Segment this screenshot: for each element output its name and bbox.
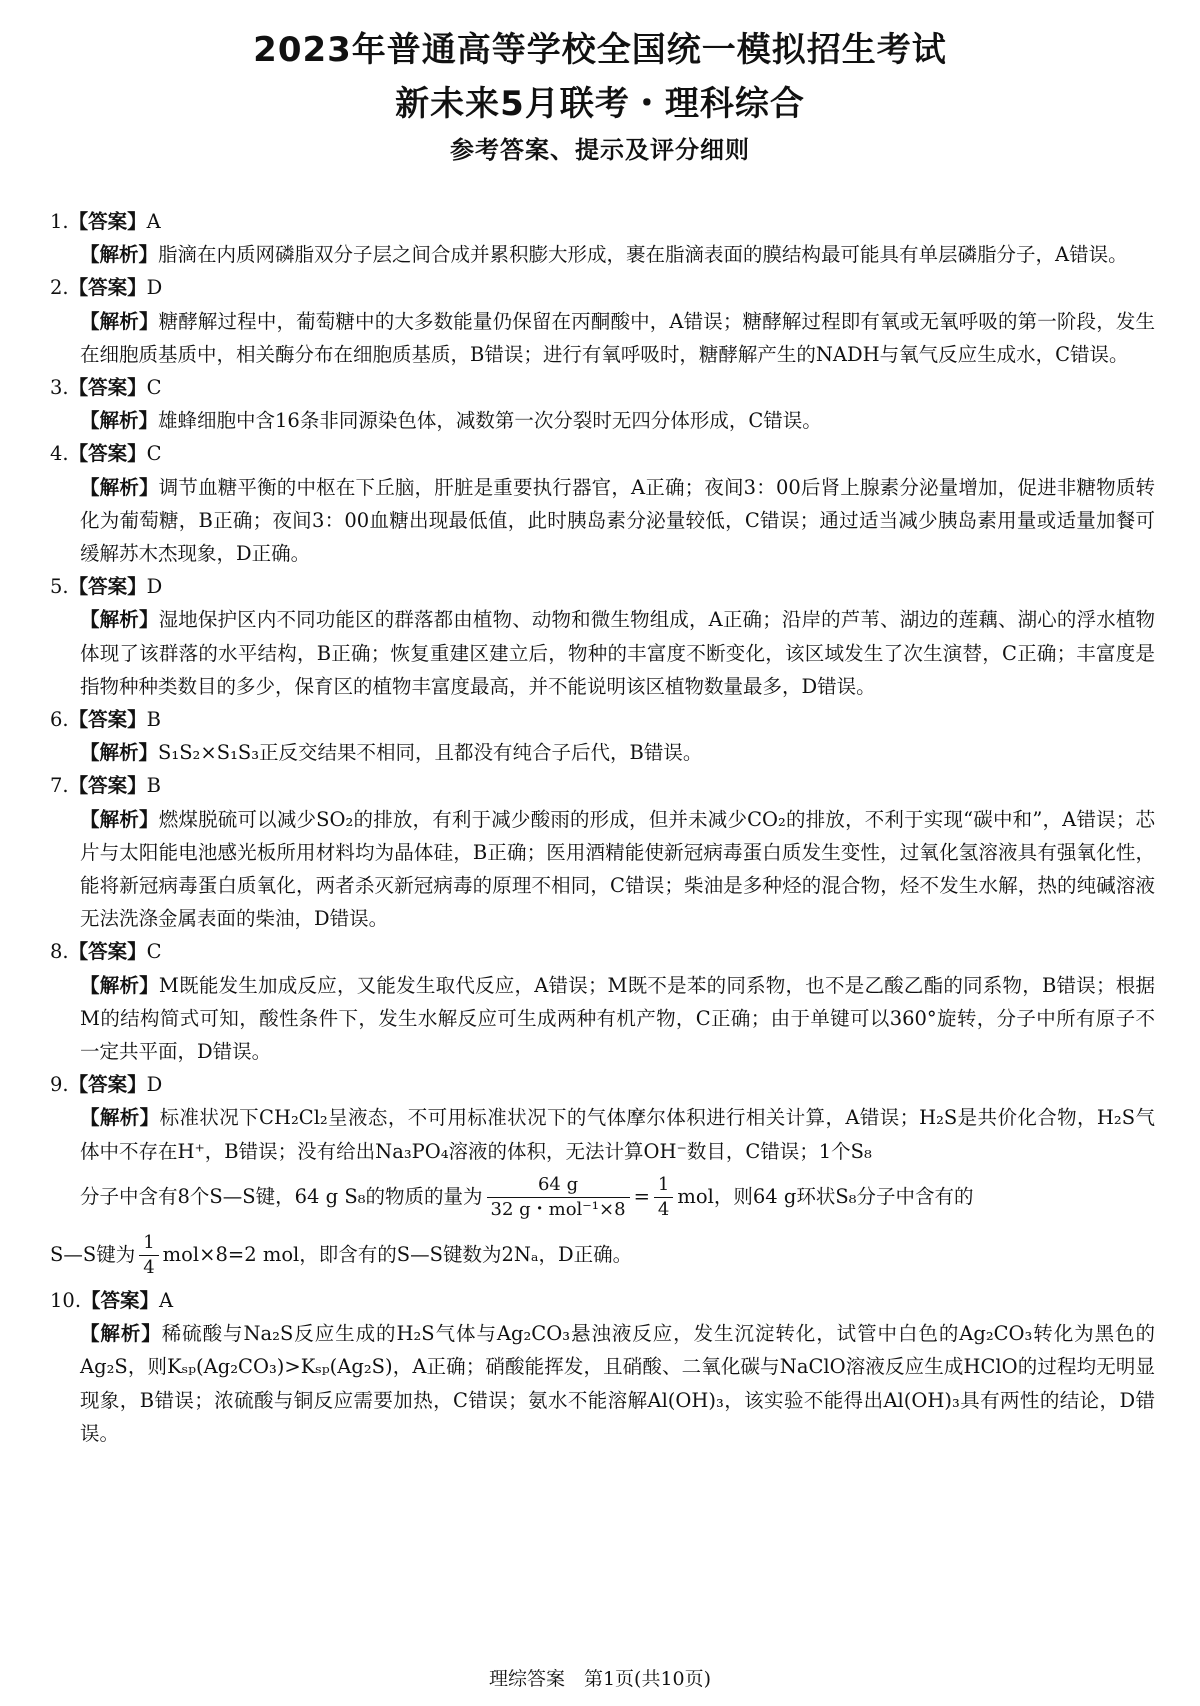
answer-tag: 【答案】: [81, 1288, 160, 1312]
fraction-numerator: 1: [654, 1173, 673, 1198]
explanation-text: mol，则64 g环状S₈分子中含有的: [677, 1184, 974, 1208]
page-footer: 理综答案 第1页(共10页): [488, 1668, 712, 1690]
explain-tag: 【解析】: [80, 608, 159, 632]
answer-tag: 【答案】: [68, 774, 147, 798]
explanation: [80, 471, 1155, 571]
explanation-text: 脂滴在内质网磷脂双分子层之间合成并累积膨大形成，裹在脂滴表面的膜结构最可能具有单层磷脂分子，A错误。: [158, 243, 1128, 267]
question-block: [50, 570, 1155, 703]
answer-line: [50, 1284, 1155, 1317]
explanation-text: mol×8=2 mol，即含有的S—S键数为2Nₐ，D正确。: [162, 1242, 633, 1266]
fraction: [654, 1173, 673, 1222]
answer-line: [50, 703, 1155, 736]
question-block: [50, 437, 1155, 570]
answer-tag: 【答案】: [68, 276, 147, 300]
explain-tag: 【解析】: [80, 973, 159, 997]
answer-value: B: [146, 708, 161, 732]
answer-line: [50, 371, 1155, 404]
answer-value: D: [146, 1073, 163, 1097]
explain-tag: 【解析】: [80, 475, 159, 499]
answer-value: C: [146, 940, 162, 964]
explain-tag: 【解析】: [80, 309, 159, 333]
explain-tag: 【解析】: [80, 807, 159, 831]
answer-line: [50, 935, 1155, 968]
answer-key-heading: 参考答案、提示及评分细则: [450, 136, 750, 164]
answer-line: [50, 437, 1155, 470]
question-number: 9.: [50, 1073, 69, 1097]
fraction-denominator: 4: [143, 1256, 155, 1278]
answer-tag: 【答案】: [68, 210, 147, 233]
exam-title: 2023年普通高等学校全国统一模拟招生考试: [253, 30, 947, 70]
explanation: [80, 1101, 1155, 1167]
answer-tag: 【答案】: [68, 708, 147, 732]
answer-tag: 【答案】: [68, 376, 147, 400]
question-number: 1.: [50, 210, 69, 233]
answer-line: [50, 1068, 1155, 1101]
fraction: [139, 1231, 158, 1280]
answer-value: A: [159, 1288, 174, 1312]
explain-tag: 【解析】: [80, 741, 159, 765]
explanation: [80, 736, 1155, 769]
explanation: [80, 305, 1155, 371]
answer-tag: 【答案】: [68, 940, 147, 964]
explanation-text: 湿地保护区内不同功能区的群落都由植物、动物和微生物组成，A正确；沿岸的芦苇、湖边的莲藕、湖心的浮水植物体现了该群落的水平结构，B正确；恢复重建区建立后，物种的丰富度不断变化，该区域发生了次生演替，C正确；丰富度是指物种种类数目的多少，保育区的植物丰富度最高，并不能说明该区植物数量最多，D错误。: [80, 608, 1155, 698]
explanation-text: 稀硫酸与Na₂S反应生成的H₂S气体与Ag₂CO₃悬浊液反应，发生沉淀转化，试管中白色的Ag₂CO₃转化为黑色的Ag₂S，则Kₛₚ(Ag₂CO₃)>Kₛₚ(Ag₂S)，A正确；硝酸能挥发，且硝酸、二氧化碳与NaClO溶液反应生成HClO的过程均无明显现象，B错误；浓硫酸与铜反应需要加热，C错误；氨水不能溶解Al(OH)₃，该实验不能得出Al(OH)₃具有两性的结论，D错误。: [80, 1322, 1155, 1445]
explanation: [80, 404, 1155, 437]
explanation-formula-line: [80, 1168, 1155, 1226]
question-block: [50, 205, 1155, 271]
explanation-text: S—S键为: [50, 1242, 136, 1266]
answer-value: D: [146, 575, 163, 599]
explain-tag: 【解析】: [80, 1106, 160, 1130]
question-number: 8.: [50, 940, 69, 964]
explanation-text: S₁S₂×S₁S₃正反交结果不相同，且都没有纯合子后代，B错误。: [158, 741, 703, 765]
question-block: [50, 769, 1155, 935]
equals-sign: =: [633, 1184, 650, 1208]
question-number: 4.: [50, 442, 69, 466]
answer-value: D: [146, 276, 163, 300]
answer-line: [50, 769, 1155, 802]
question-block: [50, 271, 1155, 371]
answer-tag: 【答案】: [68, 1073, 147, 1097]
answer-value: C: [146, 376, 162, 400]
question-number: 10.: [50, 1288, 82, 1312]
answer-line: [50, 205, 1155, 238]
answer-line: [50, 570, 1155, 603]
answer-tag: 【答案】: [68, 575, 147, 599]
explanation-text: 糖酵解过程中，葡萄糖中的大多数能量仍保留在丙酮酸中，A错误；糖酵解过程即有氧或无氧呼吸的第一阶段，发生在细胞质基质中，相关酶分布在细胞质基质，B错误；进行有氧呼吸时，糖酵解产生的NADH与氧气反应生成水，C错误。: [80, 309, 1155, 366]
explanation-text: 分子中含有8个S—S键，64 g S₈的物质的量为: [80, 1184, 483, 1208]
explanation: [80, 1317, 1155, 1450]
explain-tag: 【解析】: [80, 409, 159, 433]
explanation-text: 雄蜂细胞中含16条非同源染色体，减数第一次分裂时无四分体形成，C错误。: [158, 409, 822, 433]
explanation-text: 调节血糖平衡的中枢在下丘脑，肝脏是重要执行器官，A正确；夜间3：00后肾上腺素分泌量增加，促进非糖物质转化为葡萄糖，B正确；夜间3：00血糖出现最低值，此时胰岛素分泌量较低，C错误；通过适当减少胰岛素用量或适量加餐可缓解苏木杰现象，D正确。: [80, 475, 1155, 566]
question-number: 2.: [50, 276, 69, 300]
explanation-text: 燃煤脱硫可以减少SO₂的排放，有利于减少酸雨的形成，但并未减少CO₂的排放，不利于实现“碳中和”，A错误；芯片与太阳能电池感光板所用材料均为晶体硅，B正确；医用酒精能使新冠病毒蛋白质发生变性，过氧化氢溶液具有强氧化性，能将新冠病毒蛋白质氧化，两者杀灭新冠病毒的原理不相同，C错误；柴油是多种烃的混合物，烃不发生水解，热的纯碱溶液无法洗涤金属表面的柴油，D错误。: [80, 807, 1155, 931]
explain-tag: 【解析】: [80, 1322, 162, 1346]
exam-subtitle: 新未来5月联考・理科综合: [395, 84, 805, 124]
fraction: [487, 1173, 630, 1222]
fraction-numerator: 1: [139, 1231, 158, 1256]
fraction-denominator: 32 g・mol⁻¹×8: [490, 1198, 626, 1220]
question-number: 5.: [50, 575, 69, 599]
explain-tag: 【解析】: [80, 243, 159, 267]
fraction-numerator: 64 g: [487, 1173, 630, 1198]
fraction-denominator: 4: [657, 1198, 670, 1220]
question-block: [50, 703, 1155, 769]
answer-value: B: [146, 774, 161, 798]
question-block: [50, 935, 1155, 1068]
explanation: [80, 803, 1155, 936]
question-number: 7.: [50, 774, 69, 798]
answer-value: C: [146, 442, 162, 466]
answers-list: [50, 205, 1155, 1450]
question-number: 6.: [50, 708, 69, 732]
explanation-formula-line: [50, 1226, 1155, 1284]
question-block: [50, 1068, 1155, 1284]
explanation-text: M既能发生加成反应，又能发生取代反应，A错误；M既不是苯的同系物，也不是乙酸乙酯的同系物，B错误；根据M的结构简式可知，酸性条件下，发生水解反应可生成两种有机产物，C正确；由于单键可以360°旋转，分子中所有原子不一定共平面，D错误。: [80, 973, 1155, 1064]
answer-line: [50, 271, 1155, 304]
answer-tag: 【答案】: [68, 442, 147, 466]
question-block: [50, 371, 1155, 437]
explanation: [80, 969, 1155, 1069]
explanation: [80, 238, 1155, 271]
explanation-text: 标准状况下CH₂Cl₂呈液态，不可用标准状况下的气体摩尔体积进行相关计算，A错误；H₂S是共价化合物，H₂S气体中不存在H⁺，B错误；没有给出Na₃PO₄溶液的体积，无法计算OH⁻数目，C错误；1个S₈: [80, 1106, 1155, 1163]
question-number: 3.: [50, 376, 69, 400]
explanation: [80, 603, 1155, 703]
answer-value: A: [146, 210, 161, 233]
question-block: [50, 1284, 1155, 1450]
